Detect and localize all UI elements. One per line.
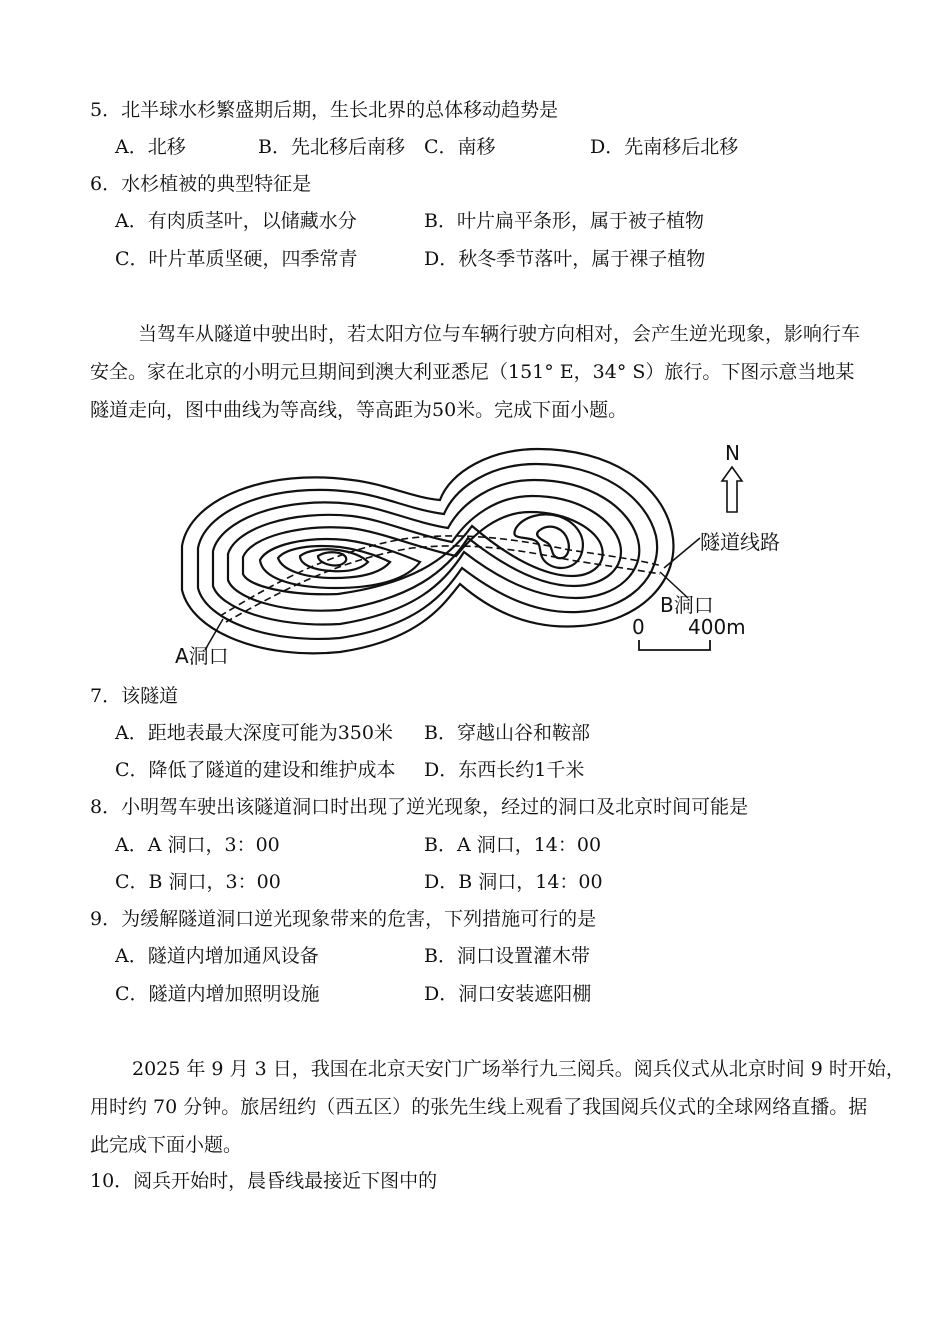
q5-option-c: C．南移 <box>424 136 496 158</box>
contour-line <box>182 449 673 653</box>
q10-stem: 10．阅兵开始时，晨昏线最接近下图中的 <box>90 1170 438 1192</box>
q6-option-a: A．有肉质茎叶，以储藏水分 <box>115 210 357 232</box>
passage1-line-1: 当驾车从隧道中驶出时，若太阳方位与车辆行驶方向相对，会产生逆光现象，影响行车 <box>138 323 861 345</box>
north-arrow-icon <box>722 467 742 512</box>
tunnel-route-label: 隧道线路 <box>700 530 780 554</box>
q5-option-d: D．先南移后北移 <box>590 136 739 158</box>
q9-option-a: A．隧道内增加通风设备 <box>115 945 319 967</box>
tunnel-label-leader <box>664 538 700 568</box>
scale-zero-label: 0 <box>632 615 645 639</box>
q8-option-c: C．B 洞口，3：00 <box>115 871 281 893</box>
north-label: N <box>725 441 740 465</box>
q6-option-d: D．秋冬季节落叶，属于裸子植物 <box>424 248 706 270</box>
q9-option-b: B．洞口设置灌木带 <box>424 945 590 967</box>
scale-bar <box>639 640 710 650</box>
q8-stem: 8．小明驾车驶出该隧道洞口时出现了逆光现象，经过的洞口及北京时间可能是 <box>90 796 749 818</box>
contour-line <box>213 480 639 625</box>
tunnel-contour-map <box>160 438 800 673</box>
q9-option-c: C．隧道内增加照明设施 <box>115 983 320 1005</box>
q7-stem: 7．该隧道 <box>90 685 179 707</box>
passage1-line-3: 隧道走向，图中曲线为等高线，等高距为50米。完成下面小题。 <box>90 399 628 421</box>
contour-lines <box>182 449 673 653</box>
scale-max-label: 400m <box>688 615 746 639</box>
contour-line <box>278 546 390 578</box>
q8-option-b: B．A 洞口，14：00 <box>424 834 602 856</box>
b-portal-label: B洞口 <box>660 593 714 617</box>
q9-stem: 9．为缓解隧道洞口逆光现象带来的危害，下列措施可行的是 <box>90 908 597 930</box>
a-portal-label: A洞口 <box>175 644 229 668</box>
tunnel-line-north <box>220 536 662 616</box>
q7-option-c: C．降低了隧道的建设和维护成本 <box>115 759 396 781</box>
passage2-line-1: 2025 年 9 月 3 日，我国在北京天安门广场举行九三阅兵。阅兵仪式从北京时间 9 时开始， <box>132 1058 905 1080</box>
q5-option-b: B．先北移后南移 <box>258 136 405 158</box>
q8-option-a: A．A 洞口，3：00 <box>115 834 280 856</box>
q7-option-a: A．距地表最大深度可能为350米 <box>115 722 393 744</box>
passage2-line-3: 此完成下面小题。 <box>90 1134 243 1156</box>
q6-option-b: B．叶片扁平条形，属于被子植物 <box>424 210 704 232</box>
q7-option-d: D．东西长约1千米 <box>424 759 585 781</box>
q6-option-c: C．叶片革质坚硬，四季常青 <box>115 248 358 270</box>
q6-stem: 6．水杉植被的典型特征是 <box>90 173 312 195</box>
q5-option-a: A．北移 <box>115 136 186 158</box>
q5-stem: 5．北半球水杉繁盛期后期，生长北界的总体移动趋势是 <box>90 99 559 121</box>
q8-option-d: D．B 洞口，14：00 <box>424 871 603 893</box>
passage2-line-2: 用时约 70 分钟。旅居纽约（西五区）的张先生线上观看了我国阅兵仪式的全球网络直播。据 <box>90 1096 868 1118</box>
passage1-line-2: 安全。家在北京的小明元旦期间到澳大利亚悉尼（151° E，34° S）旅行。下图示意当地某 <box>90 361 855 383</box>
q7-option-b: B．穿越山谷和鞍部 <box>424 722 590 744</box>
q9-option-d: D．洞口安装遮阳棚 <box>424 983 592 1005</box>
